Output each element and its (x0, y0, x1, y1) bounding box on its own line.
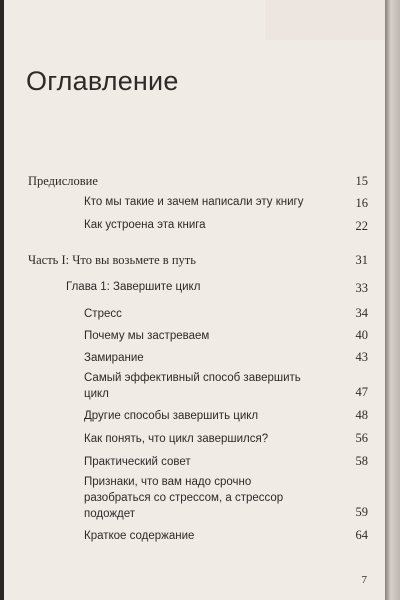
toc-entry-page: 59 (355, 505, 368, 519)
toc-entry-book-structure (4, 219, 385, 239)
toc-entry-title: Как устроена эта книга (84, 219, 206, 231)
toc-entry-page: 15 (355, 174, 368, 188)
toc-entry-title: Часть I: Что вы возьмете в путь (28, 253, 196, 267)
toc-entry-title: Практический совет (84, 456, 191, 468)
toc-entry-chapter-1 (4, 281, 385, 301)
toc-entry-title: Кто мы такие и зачем написали эту книгу (84, 196, 304, 208)
toc-entry-page: 56 (355, 431, 368, 445)
toc-entry-page: 33 (355, 281, 368, 295)
toc-entry-other-ways (4, 408, 385, 428)
toc-entry-summary (4, 528, 385, 548)
toc-entry-how-to-know (4, 431, 385, 451)
toc-entry-page: 47 (355, 385, 368, 399)
toc-entry-why-stuck (4, 328, 385, 348)
toc-entry-title: Глава 1: Завершите цикл (66, 281, 201, 293)
toc-entry-title: Самый эффективный способ завершить цикл (84, 372, 301, 400)
toc-entry-page: 43 (355, 350, 368, 364)
toc-entry-title: Почему мы застреваем (84, 330, 210, 342)
toc-entry-practical-advice (4, 454, 385, 474)
toc-entry-part-1 (4, 253, 385, 273)
toc-entry-preface (4, 174, 385, 194)
toc-entry-who-we-are (4, 196, 385, 216)
page-number: 7 (361, 574, 367, 586)
toc-entry-freeze (4, 350, 385, 370)
toc-entry-page: 40 (355, 328, 368, 342)
toc-entry-title: Краткое содержание (84, 530, 195, 542)
toc-entry-title: Предисловие (28, 174, 98, 188)
toc-entry-page: 22 (355, 219, 368, 233)
toc-entry-title: Признаки, что вам надо срочно разобраться со стрессом, а стрессор подождет (84, 476, 284, 520)
toc-entry-page: 64 (355, 528, 368, 542)
toc-entry-title: Как понять, что цикл завершился? (84, 433, 269, 445)
toc-entry-page: 31 (355, 253, 368, 267)
toc-entry-page: 16 (355, 196, 368, 210)
book-page (4, 0, 385, 600)
previous-page-bleed (265, 0, 385, 40)
toc-entry-title: Замирание (84, 352, 144, 364)
toc-entry-page: 48 (355, 408, 368, 422)
toc-entry-title: Стресс (84, 308, 122, 320)
toc-entry-page: 58 (355, 454, 368, 468)
toc-entry-page: 34 (355, 306, 368, 320)
toc-entry-stress (4, 306, 385, 326)
toc-entry-title: Другие способы завершить цикл (84, 410, 259, 422)
toc-heading: Оглавление (26, 66, 179, 96)
book-spine-edge (385, 0, 400, 600)
